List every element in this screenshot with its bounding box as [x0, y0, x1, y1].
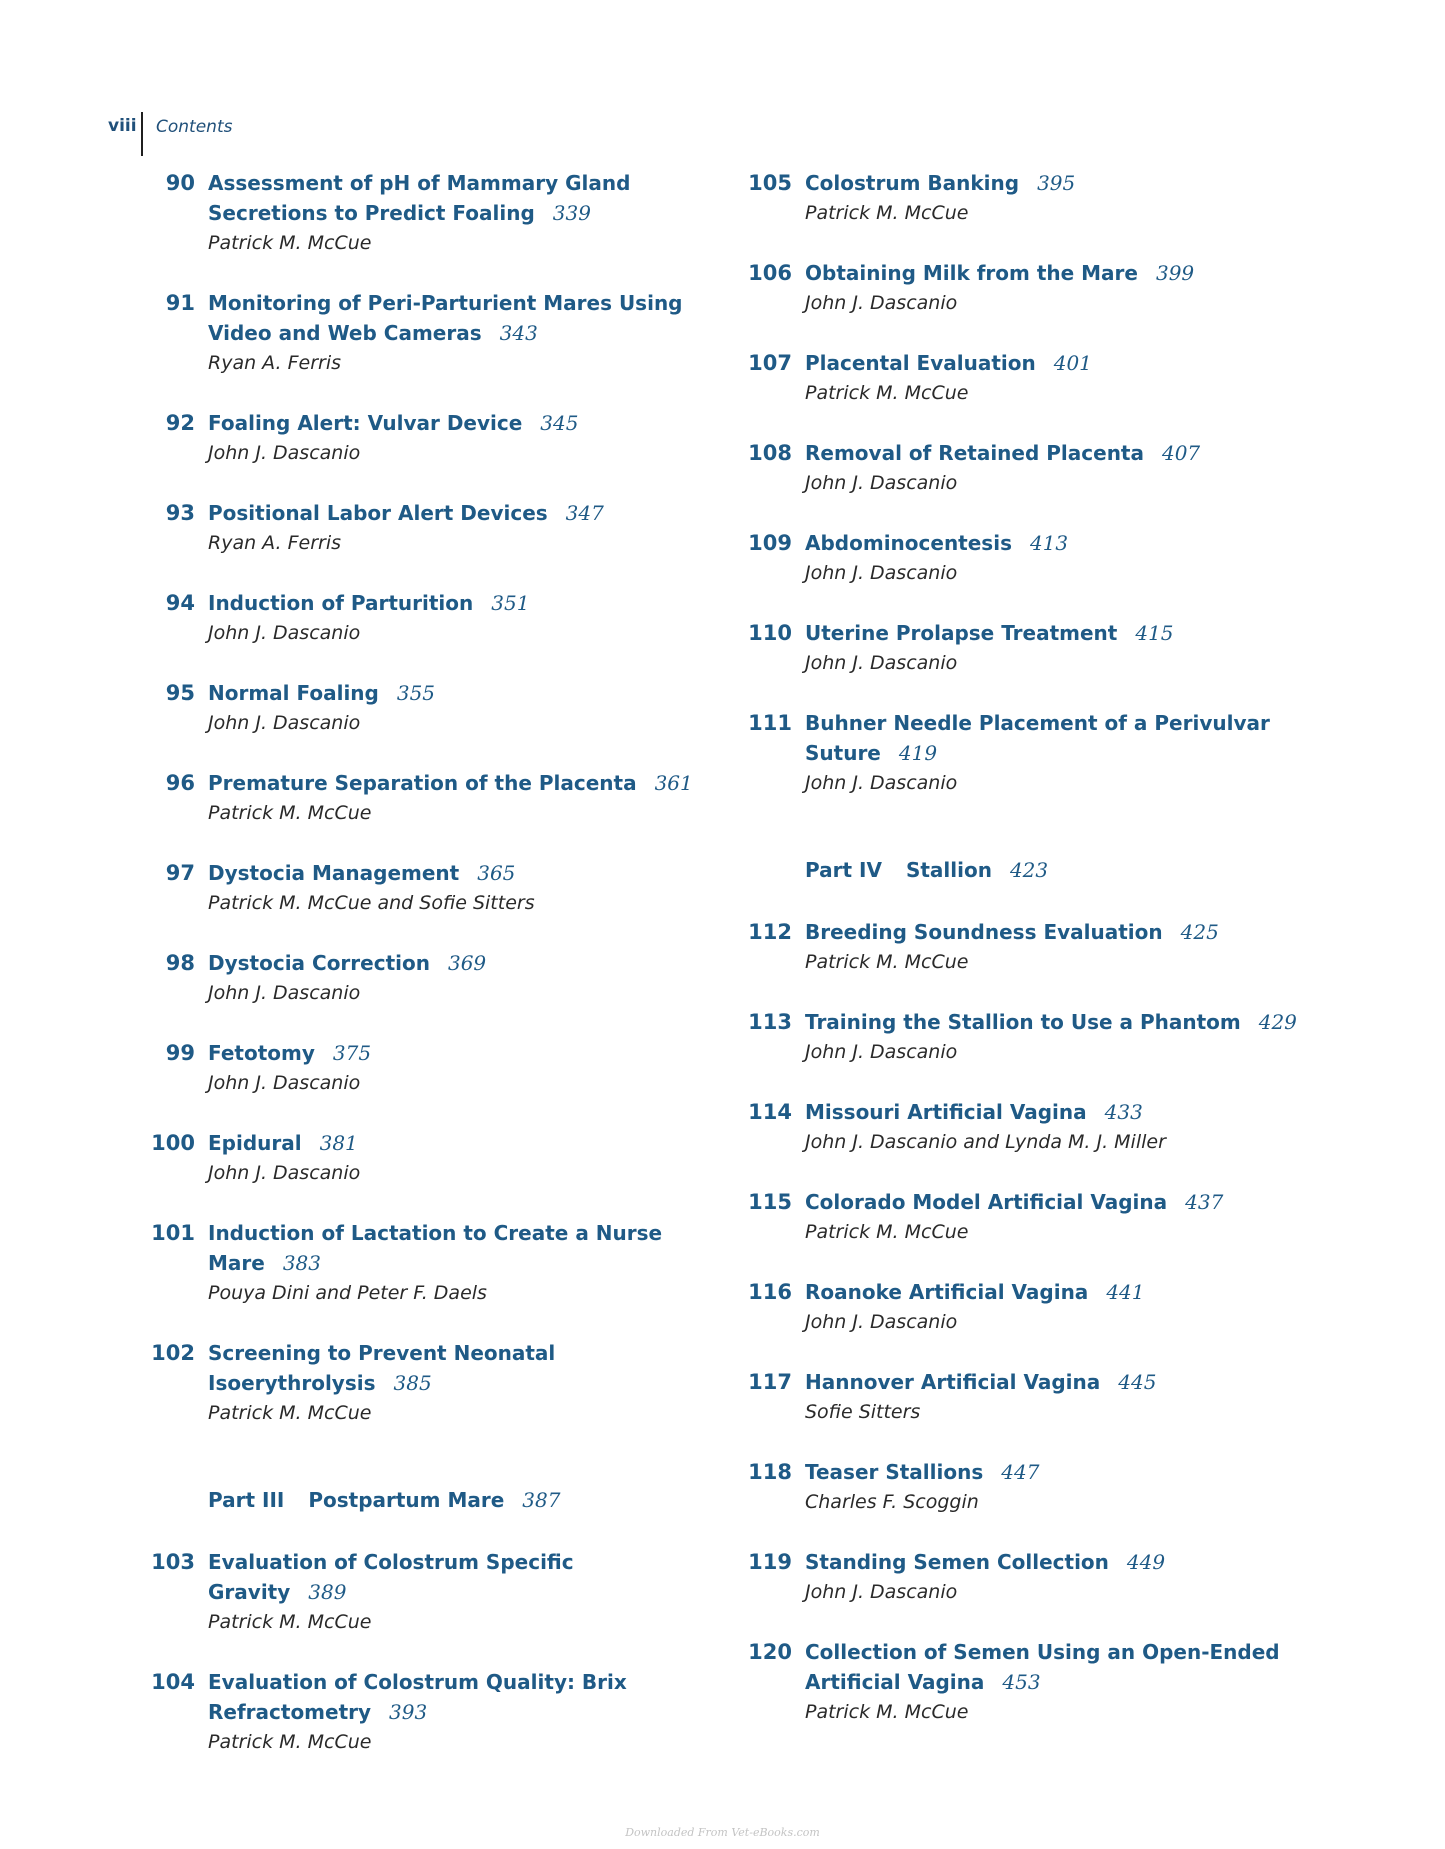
toc-column-left [140, 168, 700, 1787]
part-title: Stallion [905, 858, 992, 882]
chapter-author: John J. Dascanio [805, 292, 958, 314]
chapter-title[interactable] [805, 258, 1337, 288]
page-number: 453 [1002, 1670, 1041, 1694]
chapter-number: 104 [151, 1670, 195, 1694]
chapter-title[interactable] [208, 168, 700, 228]
chapter-number: 116 [748, 1280, 792, 1304]
chapter-author: Patrick M. McCue [208, 1611, 372, 1633]
chapter-title[interactable] [805, 1187, 1337, 1217]
page-number: 395 [1037, 171, 1076, 195]
chapter-title[interactable] [208, 1547, 700, 1607]
toc-entry[interactable] [737, 1277, 1337, 1337]
chapter-title-text: Evaluation of Colostrum Quality: Brix Refractometry [208, 1670, 627, 1724]
chapter-number: 94 [165, 591, 195, 615]
toc-entry-list [140, 1547, 700, 1757]
chapter-number: 96 [165, 771, 195, 795]
chapter-number: 115 [748, 1190, 792, 1214]
toc-entry[interactable] [737, 528, 1337, 588]
chapter-title[interactable] [208, 588, 700, 618]
chapter-author: Patrick M. McCue [805, 1701, 969, 1723]
chapter-number: 119 [748, 1550, 792, 1574]
toc-entry[interactable] [140, 168, 700, 258]
chapter-number: 100 [151, 1131, 195, 1155]
toc-entry[interactable] [140, 858, 700, 918]
chapter-title-text: Placental Evaluation [805, 351, 1036, 375]
toc-entry[interactable] [737, 917, 1337, 977]
chapter-number: 113 [748, 1010, 792, 1034]
part-page-number: 423 [1009, 858, 1049, 882]
toc-entry[interactable] [140, 1218, 700, 1308]
chapter-author: Patrick M. McCue [208, 802, 372, 824]
chapter-number: 111 [748, 711, 792, 735]
chapter-title-text: Abdominocentesis [805, 531, 1012, 555]
page-number: 381 [319, 1131, 358, 1155]
toc-column-right [737, 168, 1337, 1757]
chapter-number: 91 [165, 291, 195, 315]
chapter-number: 117 [748, 1370, 792, 1394]
toc-entry[interactable] [737, 258, 1337, 318]
running-head: Contents [156, 117, 233, 137]
part-heading[interactable] [737, 855, 1337, 887]
chapter-number: 114 [748, 1100, 792, 1124]
chapter-author: Patrick M. McCue [208, 232, 372, 254]
chapter-title[interactable] [208, 1667, 700, 1727]
chapter-title-text: Induction of Lactation to Create a Nurse Mare [208, 1221, 663, 1275]
chapter-title-text: Premature Separation of the Placenta [208, 771, 637, 795]
part-label: Part IV [805, 858, 882, 882]
chapter-title[interactable] [208, 678, 700, 708]
chapter-title-text: Colorado Model Artificial Vagina [805, 1190, 1168, 1214]
toc-entry[interactable] [737, 1637, 1337, 1727]
chapter-title-text: Standing Semen Collection [805, 1550, 1109, 1574]
page-number: 425 [1180, 920, 1219, 944]
toc-entry[interactable] [737, 1097, 1337, 1157]
chapter-title-text: Evaluation of Colostrum Specific Gravity [208, 1550, 574, 1604]
chapter-title[interactable] [208, 1038, 700, 1068]
chapter-number: 93 [165, 501, 195, 525]
toc-entry[interactable] [737, 1007, 1337, 1067]
chapter-title-text: Collection of Semen Using an Open-Ended Artificial Vagina [805, 1640, 1280, 1694]
chapter-author: Patrick M. McCue [805, 202, 969, 224]
toc-entry[interactable] [737, 1547, 1337, 1607]
chapter-title-text: Foaling Alert: Vulvar Device [208, 411, 523, 435]
chapter-author: Ryan A. Ferris [208, 532, 342, 554]
page-number: 345 [540, 411, 579, 435]
toc-entry[interactable] [737, 1367, 1337, 1427]
chapter-title-text: Monitoring of Peri-Parturient Mares Using Video and Web Cameras [208, 291, 683, 345]
page-number: 413 [1029, 531, 1069, 555]
toc-entry[interactable] [737, 438, 1337, 498]
page-number: 389 [308, 1580, 347, 1604]
page-number: 393 [389, 1700, 428, 1724]
toc-entry[interactable] [140, 498, 700, 558]
chapter-title[interactable] [805, 1277, 1337, 1307]
chapter-author: Charles F. Scoggin [805, 1491, 979, 1513]
toc-entry[interactable] [737, 618, 1337, 678]
chapter-title-text: Induction of Parturition [208, 591, 474, 615]
chapter-title-text: Removal of Retained Placenta [805, 441, 1144, 465]
chapter-number: 120 [748, 1640, 792, 1664]
part-label: Part III [208, 1488, 285, 1512]
page-number: 447 [1001, 1460, 1040, 1484]
chapter-author: John J. Dascanio [805, 772, 958, 794]
chapter-author: John J. Dascanio and Lynda M. J. Miller [805, 1131, 1166, 1153]
chapter-title-text: Screening to Prevent Neonatal Isoerythrolysis [208, 1341, 556, 1395]
chapter-author: John J. Dascanio [208, 712, 361, 734]
chapter-title-text: Obtaining Milk from the Mare [805, 261, 1138, 285]
page-number: 433 [1104, 1100, 1143, 1124]
chapter-title-text: Teaser Stallions [805, 1460, 984, 1484]
chapter-title-text: Colostrum Banking [805, 171, 1020, 195]
chapter-author: John J. Dascanio [805, 472, 958, 494]
toc-entry[interactable] [140, 588, 700, 648]
chapter-number: 106 [748, 261, 792, 285]
page-number: 351 [491, 591, 530, 615]
page-number: 429 [1258, 1010, 1297, 1034]
chapter-title[interactable] [208, 948, 700, 978]
chapter-number: 110 [748, 621, 792, 645]
chapter-title-text: Epidural [208, 1131, 302, 1155]
chapter-title-text: Uterine Prolapse Treatment [805, 621, 1118, 645]
chapter-number: 98 [165, 951, 195, 975]
chapter-title-text: Assessment of pH of Mammary Gland Secretions to Predict Foaling [208, 171, 631, 225]
chapter-author: Patrick M. McCue [805, 1221, 969, 1243]
page-number: 361 [654, 771, 693, 795]
chapter-author: Patrick M. McCue and Sofie Sitters [208, 892, 535, 914]
chapter-title[interactable] [208, 1128, 700, 1158]
toc-entry[interactable] [140, 1338, 700, 1428]
chapter-title[interactable] [208, 1338, 700, 1398]
chapter-title-text: Hannover Artificial Vagina [805, 1370, 1101, 1394]
chapter-title[interactable] [208, 858, 700, 888]
chapter-number: 102 [151, 1341, 195, 1365]
page-number: 347 [565, 501, 604, 525]
page-number: 385 [393, 1371, 432, 1395]
toc-entry[interactable] [737, 1457, 1337, 1517]
chapter-author: John J. Dascanio [805, 1581, 958, 1603]
toc-entry[interactable] [140, 288, 700, 378]
chapter-author: John J. Dascanio [805, 652, 958, 674]
page-number: 415 [1135, 621, 1174, 645]
page-number: 445 [1118, 1370, 1157, 1394]
chapter-title[interactable] [208, 1218, 700, 1278]
chapter-number: 99 [165, 1041, 195, 1065]
chapter-title[interactable] [805, 1547, 1337, 1577]
chapter-title-text: Fetotomy [208, 1041, 315, 1065]
chapter-title-text: Roanoke Artificial Vagina [805, 1280, 1089, 1304]
chapter-number: 109 [748, 531, 792, 555]
chapter-number: 95 [165, 681, 195, 705]
chapter-number: 105 [748, 171, 792, 195]
page-number: 343 [499, 321, 538, 345]
chapter-author: John J. Dascanio [208, 442, 361, 464]
chapter-title[interactable] [805, 1097, 1337, 1127]
chapter-title[interactable] [805, 1007, 1337, 1037]
part-heading[interactable] [140, 1485, 700, 1517]
chapter-author: John J. Dascanio [805, 562, 958, 584]
toc-entry-list [737, 917, 1337, 1727]
toc-entry-list [737, 168, 1337, 798]
chapter-number: 108 [748, 441, 792, 465]
chapter-title[interactable] [805, 528, 1337, 558]
chapter-title[interactable] [208, 768, 700, 798]
chapter-author: John J. Dascanio [208, 982, 361, 1004]
toc-entry[interactable] [737, 708, 1337, 798]
chapter-author: Patrick M. McCue [208, 1402, 372, 1424]
chapter-author: Patrick M. McCue [805, 951, 969, 973]
chapter-title[interactable] [805, 917, 1337, 947]
chapter-title[interactable] [805, 348, 1337, 378]
part-title: Postpartum Mare [308, 1488, 505, 1512]
page-number: 441 [1106, 1280, 1145, 1304]
chapter-number: 92 [165, 411, 195, 435]
page-number: 419 [898, 741, 938, 765]
chapter-title-text: Dystocia Management [208, 861, 460, 885]
chapter-number: 103 [151, 1550, 195, 1574]
toc-entry[interactable] [140, 408, 700, 468]
chapter-number: 97 [165, 861, 195, 885]
toc-entry[interactable] [140, 1128, 700, 1188]
page-number: 375 [332, 1041, 372, 1065]
chapter-author: Patrick M. McCue [805, 382, 969, 404]
download-watermark: Downloaded From Vet-eBooks.com [625, 1826, 820, 1839]
chapter-number: 118 [748, 1460, 792, 1484]
part-page-number: 387 [522, 1488, 561, 1512]
toc-entry[interactable] [140, 1667, 700, 1757]
page-number: 401 [1053, 351, 1092, 375]
chapter-author: Patrick M. McCue [208, 1731, 372, 1753]
page-number: 355 [396, 681, 436, 705]
toc-entry-list [140, 168, 700, 1428]
chapter-title[interactable] [208, 288, 700, 348]
toc-entry[interactable] [737, 168, 1337, 228]
page-number: 407 [1161, 441, 1201, 465]
page-number: 437 [1185, 1190, 1224, 1214]
chapter-number: 112 [748, 920, 792, 944]
page-number: 365 [477, 861, 516, 885]
header-divider [141, 112, 143, 156]
chapter-author: John J. Dascanio [208, 1162, 361, 1184]
chapter-title[interactable] [805, 1637, 1337, 1697]
chapter-author: John J. Dascanio [208, 622, 361, 644]
page-number: 449 [1126, 1550, 1166, 1574]
chapter-title[interactable] [805, 168, 1337, 198]
page-number: 369 [447, 951, 487, 975]
chapter-title[interactable] [805, 618, 1337, 648]
chapter-title[interactable] [208, 498, 700, 528]
toc-entry[interactable] [737, 348, 1337, 408]
toc-entry[interactable] [140, 948, 700, 1008]
chapter-title-text: Missouri Artificial Vagina [805, 1100, 1087, 1124]
page-folio: viii [108, 116, 137, 136]
chapter-title-text: Breeding Soundness Evaluation [805, 920, 1163, 944]
chapter-author: John J. Dascanio [208, 1072, 361, 1094]
chapter-author: John J. Dascanio [805, 1311, 958, 1333]
chapter-number: 101 [151, 1221, 195, 1245]
chapter-title-text: Normal Foaling [208, 681, 379, 705]
toc-entry[interactable] [737, 1187, 1337, 1247]
chapter-title-text: Buhner Needle Placement of a Perivulvar Suture [805, 711, 1270, 765]
toc-entry[interactable] [140, 1547, 700, 1637]
page-number: 339 [552, 201, 591, 225]
chapter-title-text: Training the Stallion to Use a Phantom [805, 1010, 1241, 1034]
chapter-title[interactable] [805, 438, 1337, 468]
page-number: 383 [282, 1251, 322, 1275]
chapter-author: Ryan A. Ferris [208, 352, 342, 374]
chapter-title-text: Dystocia Correction [208, 951, 430, 975]
chapter-number: 107 [748, 351, 792, 375]
chapter-author: Pouya Dini and Peter F. Daels [208, 1282, 487, 1304]
toc-entry[interactable] [140, 1038, 700, 1098]
chapter-title[interactable] [805, 708, 1337, 768]
chapter-title[interactable] [805, 1367, 1337, 1397]
toc-entry[interactable] [140, 768, 700, 828]
chapter-author: John J. Dascanio [805, 1041, 958, 1063]
page-number: 399 [1155, 261, 1195, 285]
chapter-author: Sofie Sitters [805, 1401, 921, 1423]
chapter-number: 90 [165, 171, 195, 195]
toc-entry[interactable] [140, 678, 700, 738]
chapter-title[interactable] [208, 408, 700, 438]
chapter-title-text: Positional Labor Alert Devices [208, 501, 548, 525]
chapter-title[interactable] [805, 1457, 1337, 1487]
